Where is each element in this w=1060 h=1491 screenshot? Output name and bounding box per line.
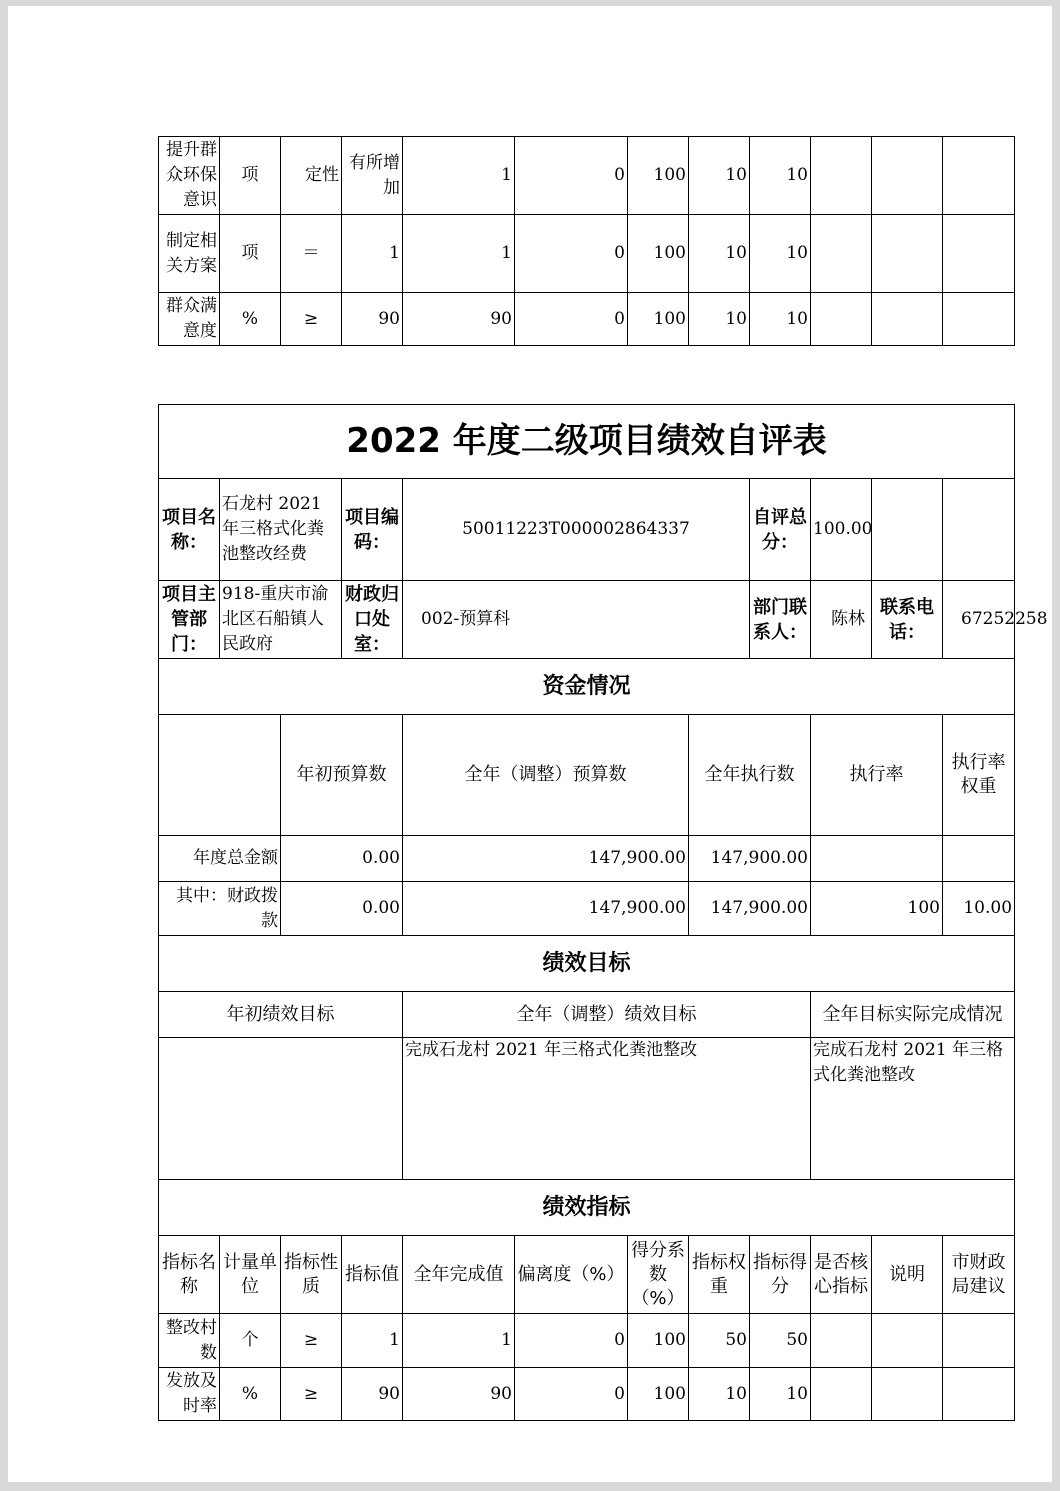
indicators-header: 计量单位 bbox=[220, 1236, 281, 1314]
indicator-note bbox=[872, 137, 943, 215]
indicator-actual: 90 bbox=[403, 1368, 515, 1421]
indicator-target: 1 bbox=[342, 215, 403, 293]
indicator-coef: 100 bbox=[628, 1314, 689, 1368]
indicator-core bbox=[811, 1368, 872, 1421]
goals-actual: 完成石龙村 2021 年三格式化粪池整改 bbox=[811, 1038, 1015, 1180]
indicator-target: 1 bbox=[342, 1314, 403, 1368]
finance-office-label: 财政归口处室： bbox=[342, 581, 403, 659]
indicator-unit: % bbox=[220, 1368, 281, 1421]
funds-section-title: 资金情况 bbox=[159, 659, 1015, 715]
indicator-actual: 1 bbox=[403, 215, 515, 293]
indicator-target: 90 bbox=[342, 1368, 403, 1421]
indicator-core bbox=[811, 137, 872, 215]
project-name-value: 石龙村 2021 年三格式化粪池整改经费 bbox=[220, 479, 342, 581]
empty-cell bbox=[159, 715, 281, 836]
contact-value: 陈林 bbox=[811, 581, 872, 659]
indicator-score: 10 bbox=[750, 1368, 811, 1421]
table-row bbox=[159, 1314, 1015, 1368]
table-row bbox=[159, 293, 1015, 346]
indicator-nature: ≥ bbox=[281, 293, 342, 346]
indicator-name: 提升群众环保意识 bbox=[159, 137, 220, 215]
indicator-note bbox=[872, 1314, 943, 1368]
indicators-header-row bbox=[159, 1236, 1015, 1314]
goals-header-row bbox=[159, 992, 1015, 1038]
indicator-suggestion bbox=[943, 137, 1015, 215]
indicators-header: 指标得分 bbox=[750, 1236, 811, 1314]
indicators-header: 是否核心指标 bbox=[811, 1236, 872, 1314]
phone-label: 联系电话： bbox=[872, 581, 943, 659]
indicator-name: 群众满意度 bbox=[159, 293, 220, 346]
indicator-unit: 个 bbox=[220, 1314, 281, 1368]
indicator-deviation: 0 bbox=[515, 137, 628, 215]
indicator-coef: 100 bbox=[628, 215, 689, 293]
funds-header: 全年执行数 bbox=[689, 715, 811, 836]
funds-header-row bbox=[159, 715, 1015, 836]
indicators-header: 全年完成值 bbox=[403, 1236, 515, 1314]
indicator-actual: 90 bbox=[403, 293, 515, 346]
indicators-header: 指标性质 bbox=[281, 1236, 342, 1314]
indicators-header: 说明 bbox=[872, 1236, 943, 1314]
table-row bbox=[159, 1368, 1015, 1421]
table-row bbox=[159, 137, 1015, 215]
indicators-header: 指标值 bbox=[342, 1236, 403, 1314]
dept-value: 918-重庆市渝北区石船镇人民政府 bbox=[220, 581, 342, 659]
indicator-suggestion bbox=[943, 1314, 1015, 1368]
indicator-suggestion bbox=[943, 1368, 1015, 1421]
goals-initial bbox=[159, 1038, 403, 1180]
self-score-label: 自评总分： bbox=[750, 479, 811, 581]
funds-executed: 147,900.00 bbox=[689, 836, 811, 882]
indicator-name: 制定相关方案 bbox=[159, 215, 220, 293]
goals-header: 全年目标实际完成情况 bbox=[811, 992, 1015, 1038]
empty-cell bbox=[943, 479, 1015, 581]
indicators-section-title: 绩效指标 bbox=[159, 1180, 1015, 1236]
table-row bbox=[159, 215, 1015, 293]
indicator-coef: 100 bbox=[628, 293, 689, 346]
indicator-name: 整改村数 bbox=[159, 1314, 220, 1368]
project-name-label: 项目名称： bbox=[159, 479, 220, 581]
self-score-value: 100.00 bbox=[811, 479, 872, 581]
indicator-coef: 100 bbox=[628, 1368, 689, 1421]
funds-header: 执行率 bbox=[811, 715, 943, 836]
funds-initial: 0.00 bbox=[281, 882, 403, 936]
funds-fiscal-label: 其中：财政拨款 bbox=[159, 882, 281, 936]
table-row bbox=[159, 882, 1015, 936]
funds-rate: 100 bbox=[811, 882, 943, 936]
table-row bbox=[159, 836, 1015, 882]
goals-content-row bbox=[159, 1038, 1015, 1180]
dept-label: 项目主管部门： bbox=[159, 581, 220, 659]
indicator-unit: 项 bbox=[220, 215, 281, 293]
indicators-header: 得分系数（%） bbox=[628, 1236, 689, 1314]
indicator-note bbox=[872, 215, 943, 293]
indicator-weight: 50 bbox=[689, 1314, 750, 1368]
indicator-nature: ≥ bbox=[281, 1368, 342, 1421]
indicator-nature: ≥ bbox=[281, 1314, 342, 1368]
indicator-actual: 1 bbox=[403, 137, 515, 215]
project-info-row bbox=[159, 479, 1015, 581]
indicator-suggestion bbox=[943, 293, 1015, 346]
funds-weight: 10.00 bbox=[943, 882, 1015, 936]
funds-adjusted: 147,900.00 bbox=[403, 836, 689, 882]
indicator-target: 90 bbox=[342, 293, 403, 346]
indicators-header: 市财政局建议 bbox=[943, 1236, 1015, 1314]
indicators-header: 指标名称 bbox=[159, 1236, 220, 1314]
indicators-header: 指标权重 bbox=[689, 1236, 750, 1314]
funds-executed: 147,900.00 bbox=[689, 882, 811, 936]
indicator-weight: 10 bbox=[689, 293, 750, 346]
phone-value: 67252258 bbox=[943, 581, 1015, 659]
indicator-deviation: 0 bbox=[515, 1368, 628, 1421]
project-code-label: 项目编码： bbox=[342, 479, 403, 581]
indicator-score: 10 bbox=[750, 293, 811, 346]
self-evaluation-table bbox=[158, 404, 1048, 1421]
empty-cell bbox=[872, 479, 943, 581]
indicator-coef: 100 bbox=[628, 137, 689, 215]
indicator-target: 有所增加 bbox=[342, 137, 403, 215]
indicator-deviation: 0 bbox=[515, 1314, 628, 1368]
indicator-score: 10 bbox=[750, 215, 811, 293]
goals-header: 全年（调整）绩效目标 bbox=[403, 992, 811, 1038]
indicator-actual: 1 bbox=[403, 1314, 515, 1368]
funds-header: 全年（调整）预算数 bbox=[403, 715, 689, 836]
indicator-core bbox=[811, 293, 872, 346]
goals-section-title: 绩效目标 bbox=[159, 936, 1015, 992]
indicator-nature: 定性 bbox=[281, 137, 342, 215]
indicator-note bbox=[872, 293, 943, 346]
indicator-deviation: 0 bbox=[515, 215, 628, 293]
funds-initial: 0.00 bbox=[281, 836, 403, 882]
funds-weight bbox=[943, 836, 1015, 882]
funds-total-label: 年度总金额 bbox=[159, 836, 281, 882]
project-info-row bbox=[159, 581, 1015, 659]
funds-adjusted: 147,900.00 bbox=[403, 882, 689, 936]
indicator-weight: 10 bbox=[689, 215, 750, 293]
indicator-weight: 10 bbox=[689, 137, 750, 215]
indicator-deviation: 0 bbox=[515, 293, 628, 346]
indicator-table-continued bbox=[158, 136, 1015, 346]
indicator-weight: 10 bbox=[689, 1368, 750, 1421]
indicator-nature: ＝ bbox=[281, 215, 342, 293]
project-code-value: 50011223T000002864337 bbox=[403, 479, 750, 581]
funds-header: 年初预算数 bbox=[281, 715, 403, 836]
goals-adjusted: 完成石龙村 2021 年三格式化粪池整改 bbox=[403, 1038, 811, 1180]
funds-header: 执行率权重 bbox=[943, 715, 1015, 836]
indicator-score: 10 bbox=[750, 137, 811, 215]
page-title: 2022 年度二级项目绩效自评表 bbox=[159, 405, 1015, 479]
indicators-header: 偏离度（%） bbox=[515, 1236, 628, 1314]
indicator-unit: % bbox=[220, 293, 281, 346]
indicator-score: 50 bbox=[750, 1314, 811, 1368]
indicator-unit: 项 bbox=[220, 137, 281, 215]
indicator-name: 发放及时率 bbox=[159, 1368, 220, 1421]
indicator-note bbox=[872, 1368, 943, 1421]
goals-header: 年初绩效目标 bbox=[159, 992, 403, 1038]
indicator-suggestion bbox=[943, 215, 1015, 293]
contact-label: 部门联系人： bbox=[750, 581, 811, 659]
indicator-core bbox=[811, 215, 872, 293]
indicator-core bbox=[811, 1314, 872, 1368]
funds-rate bbox=[811, 836, 943, 882]
finance-office-value: 002-预算科 bbox=[403, 581, 750, 659]
